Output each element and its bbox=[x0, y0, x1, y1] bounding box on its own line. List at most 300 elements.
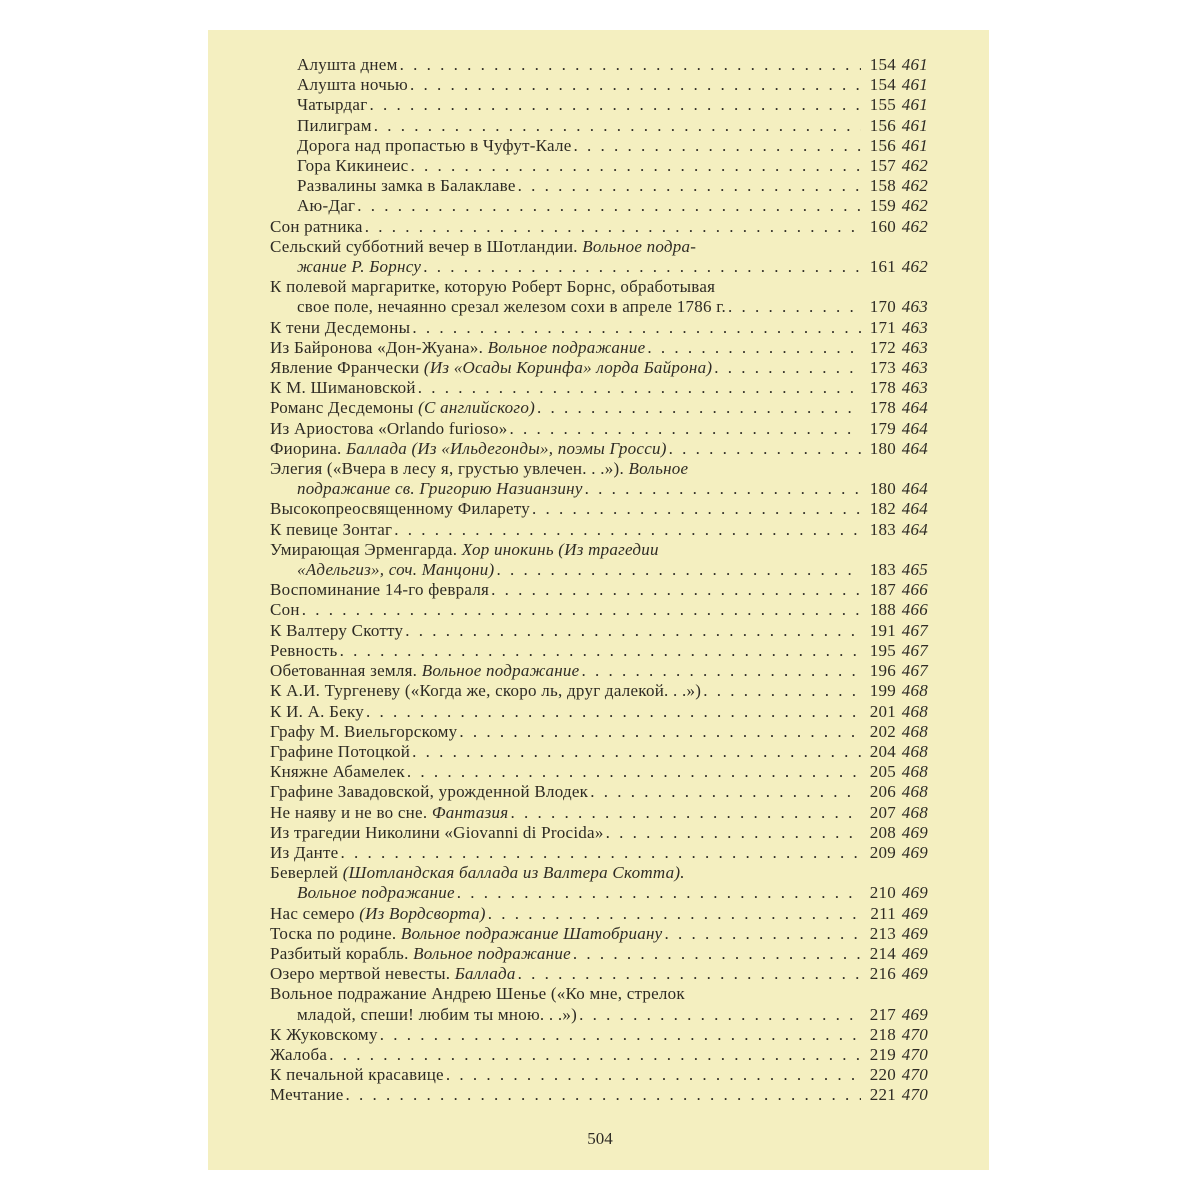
toc-entry-line bbox=[270, 702, 928, 722]
dot-leader bbox=[491, 580, 861, 600]
text-page-ref: 172 bbox=[869, 337, 896, 357]
toc-entry bbox=[270, 600, 928, 620]
page-refs bbox=[864, 742, 928, 762]
toc-entry-line bbox=[270, 358, 928, 378]
toc-entry-title: Озеро мертвой невесты. bbox=[270, 964, 455, 984]
dot-leader bbox=[573, 944, 861, 964]
toc-entry-line bbox=[270, 257, 928, 277]
dot-leader bbox=[400, 55, 861, 75]
toc-entry bbox=[270, 782, 928, 802]
notes-page-ref: 461 bbox=[901, 135, 928, 155]
dot-leader bbox=[365, 217, 861, 237]
page-refs bbox=[864, 196, 928, 216]
toc-entry-subtitle: подражание св. Григорию Назианзину bbox=[297, 479, 583, 499]
text-page-ref: 206 bbox=[869, 782, 896, 802]
toc-entry bbox=[270, 742, 928, 762]
dot-leader bbox=[532, 499, 861, 519]
toc-entry-title: Обетованная земля. bbox=[270, 661, 422, 681]
dot-leader bbox=[423, 257, 861, 277]
toc-entry-line bbox=[270, 297, 928, 317]
page-refs bbox=[864, 1045, 928, 1065]
toc-entry-subtitle: Вольное подра- bbox=[582, 236, 697, 256]
toc-entry-title: Фиорина. bbox=[270, 438, 347, 458]
text-page-ref: 208 bbox=[869, 822, 896, 842]
toc-entry bbox=[270, 803, 928, 823]
toc-entry-subtitle: жание Р. Борнсу bbox=[297, 257, 422, 277]
toc-entry-title: Дорога над пропастью в Чуфут-Кале bbox=[297, 135, 572, 155]
toc-entry bbox=[270, 318, 928, 338]
text-page-ref: 218 bbox=[869, 1024, 896, 1044]
toc-entry-line bbox=[270, 984, 928, 1004]
toc-entry-line bbox=[270, 1065, 928, 1085]
text-page-ref: 210 bbox=[869, 883, 896, 903]
toc-entry-line bbox=[270, 136, 928, 156]
toc-entry bbox=[270, 55, 928, 75]
toc-entry bbox=[270, 176, 928, 196]
page-refs bbox=[864, 1005, 928, 1025]
toc-entry bbox=[270, 338, 928, 358]
toc-entry-title: Мечтание bbox=[270, 1085, 344, 1105]
page-refs bbox=[864, 297, 928, 317]
toc-entry-title: К М. Шимановской bbox=[270, 378, 416, 398]
text-page-ref: 219 bbox=[869, 1044, 896, 1064]
page-refs bbox=[864, 338, 928, 358]
dot-leader bbox=[518, 964, 861, 984]
toc-entry bbox=[270, 540, 928, 580]
toc-entry-title: Алушта днем bbox=[297, 55, 398, 74]
text-page-ref: 171 bbox=[869, 317, 896, 337]
page-refs bbox=[864, 681, 928, 701]
dot-leader bbox=[405, 621, 861, 641]
text-page-ref: 195 bbox=[869, 640, 896, 660]
text-page-ref: 209 bbox=[869, 842, 896, 862]
dot-leader bbox=[457, 883, 861, 903]
page-refs bbox=[864, 964, 928, 984]
page-refs bbox=[864, 116, 928, 136]
dot-leader bbox=[703, 681, 861, 701]
text-page-ref: 156 bbox=[869, 115, 896, 135]
toc-entry-line bbox=[270, 75, 928, 95]
toc-entry-line bbox=[270, 237, 928, 257]
text-page-ref: 187 bbox=[869, 580, 896, 600]
notes-page-ref: 461 bbox=[901, 75, 928, 95]
dot-leader bbox=[728, 297, 861, 317]
toc-entry-line bbox=[270, 55, 928, 75]
toc-entry bbox=[270, 1085, 928, 1105]
toc-entry-line bbox=[270, 277, 928, 297]
page-refs bbox=[864, 136, 928, 156]
notes-page-ref: 464 bbox=[901, 519, 928, 539]
toc-entry-title: К И. А. Беку bbox=[270, 701, 364, 721]
dot-leader bbox=[664, 924, 861, 944]
toc-entry bbox=[270, 499, 928, 519]
toc-entry-line bbox=[270, 803, 928, 823]
toc-entry bbox=[270, 358, 928, 378]
toc-entry-title: Романс Десдемоны bbox=[270, 398, 419, 418]
toc-entry-title: Элегия («Вчера в лесу я, грустью увлечен. . .»). bbox=[270, 459, 629, 479]
toc-entry-title: К певице Зонтаг bbox=[270, 519, 393, 539]
dot-leader bbox=[446, 1065, 861, 1085]
page-refs bbox=[864, 217, 928, 237]
toc-entry-line bbox=[270, 782, 928, 802]
toc-entry-line bbox=[270, 661, 928, 681]
dot-leader bbox=[669, 439, 861, 459]
toc-entry-line bbox=[270, 722, 928, 742]
notes-page-ref: 461 bbox=[901, 95, 928, 115]
toc-entry-line bbox=[270, 1025, 928, 1045]
toc-entry bbox=[270, 398, 928, 418]
toc-entry-title: Графине Потоцкой bbox=[270, 741, 411, 761]
page-refs bbox=[864, 823, 928, 843]
toc-entry-subtitle: Вольное подражание Шатобриану bbox=[400, 923, 663, 943]
text-page-ref: 180 bbox=[869, 438, 896, 458]
toc-entry-line bbox=[270, 479, 928, 499]
dot-leader bbox=[518, 176, 861, 196]
toc-entry-title: Умирающая Эрменгарда. bbox=[270, 539, 462, 559]
dot-leader bbox=[418, 378, 861, 398]
page-refs bbox=[864, 944, 928, 964]
dot-leader bbox=[537, 398, 861, 418]
toc-entry-title: Нас семеро bbox=[270, 903, 360, 923]
page-refs bbox=[864, 883, 928, 903]
notes-page-ref: 469 bbox=[901, 842, 928, 862]
text-page-ref: 199 bbox=[869, 681, 896, 701]
dot-leader bbox=[302, 600, 861, 620]
toc-entry-line bbox=[270, 95, 928, 115]
dot-leader bbox=[581, 661, 861, 681]
toc-entry-title: К полевой маргаритке, которую Роберт Борнс, обработывая bbox=[270, 277, 716, 297]
dot-leader bbox=[510, 419, 861, 439]
dot-leader bbox=[329, 1045, 861, 1065]
notes-page-ref: 463 bbox=[901, 358, 928, 378]
toc-entry bbox=[270, 95, 928, 115]
text-page-ref: 179 bbox=[869, 418, 896, 438]
toc-entry-title: Не наяву и не во сне. bbox=[270, 802, 432, 822]
toc-entry-title: Явление Франчески bbox=[270, 358, 424, 378]
notes-page-ref: 469 bbox=[901, 822, 928, 842]
dot-leader bbox=[380, 1025, 861, 1045]
toc-entry-line bbox=[270, 116, 928, 136]
notes-page-ref: 461 bbox=[901, 115, 928, 135]
dot-leader bbox=[369, 95, 861, 115]
dot-leader bbox=[647, 338, 861, 358]
toc-entry-line bbox=[270, 904, 928, 924]
page-refs bbox=[864, 439, 928, 459]
toc-entry-title: Алушта ночью bbox=[297, 75, 408, 95]
toc-entry-title: К А.И. Тургеневу («Когда же, скоро ль, друг далекой. . .») bbox=[270, 681, 702, 701]
toc-entry bbox=[270, 924, 928, 944]
toc-entry-title: Беверлей bbox=[270, 863, 343, 883]
notes-page-ref: 468 bbox=[901, 741, 928, 761]
notes-page-ref: 462 bbox=[901, 196, 928, 216]
text-page-ref: 217 bbox=[869, 1004, 896, 1024]
toc-entry-line bbox=[270, 540, 928, 560]
page-refs bbox=[864, 520, 928, 540]
page-refs bbox=[864, 621, 928, 641]
toc-entry-line bbox=[270, 883, 928, 903]
toc-entry-title: Ревность bbox=[270, 640, 338, 660]
text-page-ref: 196 bbox=[869, 661, 896, 681]
dot-leader bbox=[459, 722, 861, 742]
text-page-ref: 214 bbox=[869, 943, 896, 963]
notes-page-ref: 467 bbox=[901, 640, 928, 660]
toc-entry-title: Воспоминание 14-го февраля bbox=[270, 580, 490, 600]
toc-entry-subtitle: (Из Вордсворта) bbox=[359, 903, 486, 923]
notes-page-ref: 463 bbox=[901, 337, 928, 357]
page-refs bbox=[864, 419, 928, 439]
toc-entry-line bbox=[270, 600, 928, 620]
page-refs bbox=[864, 722, 928, 742]
notes-page-ref: 463 bbox=[901, 317, 928, 337]
toc-entry-title: Высокопреосвященному Филарету bbox=[270, 499, 531, 519]
toc-entry bbox=[270, 1065, 928, 1085]
toc-entry bbox=[270, 762, 928, 782]
toc-entry-line bbox=[270, 520, 928, 540]
toc-entry-subtitle: (Из «Осады Коринфа» лорда Байрона) bbox=[423, 358, 713, 378]
toc-entry-title: младой, спеши! любим ты мною. . .») bbox=[297, 1004, 578, 1024]
notes-page-ref: 470 bbox=[901, 1085, 928, 1105]
dot-leader bbox=[412, 318, 861, 338]
text-page-ref: 211 bbox=[870, 903, 896, 923]
notes-page-ref: 469 bbox=[901, 1004, 928, 1024]
notes-page-ref: 464 bbox=[901, 479, 928, 499]
toc-entry-line bbox=[270, 439, 928, 459]
page-refs bbox=[864, 318, 928, 338]
notes-page-ref: 464 bbox=[901, 398, 928, 418]
text-page-ref: 154 bbox=[869, 55, 896, 74]
notes-page-ref: 470 bbox=[901, 1065, 928, 1085]
toc-entry bbox=[270, 843, 928, 863]
toc-entry bbox=[270, 156, 928, 176]
toc-entry bbox=[270, 681, 928, 701]
notes-page-ref: 469 bbox=[901, 923, 928, 943]
toc-entry bbox=[270, 75, 928, 95]
notes-page-ref: 463 bbox=[901, 297, 928, 317]
notes-page-ref: 468 bbox=[901, 721, 928, 741]
text-page-ref: 180 bbox=[869, 479, 896, 499]
toc-entry bbox=[270, 641, 928, 661]
toc-entry-title: К печальной красавице bbox=[270, 1065, 444, 1085]
dot-leader bbox=[496, 560, 861, 580]
toc-entry-subtitle: (Шотландская баллада из Валтера Скотта). bbox=[342, 863, 685, 883]
toc-entry-line bbox=[270, 580, 928, 600]
page-refs bbox=[864, 661, 928, 681]
toc-entry bbox=[270, 459, 928, 499]
toc-entry bbox=[270, 439, 928, 459]
text-page-ref: 159 bbox=[869, 196, 896, 216]
toc-entry-subtitle: Вольное подражание bbox=[413, 943, 571, 963]
toc-entry-line bbox=[270, 641, 928, 661]
toc-entry bbox=[270, 419, 928, 439]
toc-entry-title: Гора Кикинеис bbox=[297, 156, 409, 176]
text-page-ref: 170 bbox=[869, 297, 896, 317]
text-page-ref: 188 bbox=[869, 600, 896, 620]
toc-entry bbox=[270, 964, 928, 984]
notes-page-ref: 465 bbox=[901, 560, 928, 580]
text-page-ref: 202 bbox=[869, 721, 896, 741]
dot-leader bbox=[579, 1005, 861, 1025]
page-number: 504 bbox=[587, 1129, 613, 1148]
toc-entry bbox=[270, 277, 928, 317]
notes-page-ref: 462 bbox=[901, 156, 928, 176]
toc-entry bbox=[270, 136, 928, 156]
toc-entry-subtitle: Вольное подражание bbox=[421, 661, 580, 681]
page-refs bbox=[864, 560, 928, 580]
toc-entry bbox=[270, 1025, 928, 1045]
text-page-ref: 156 bbox=[869, 135, 896, 155]
toc-entry bbox=[270, 722, 928, 742]
text-page-ref: 191 bbox=[869, 620, 896, 640]
dot-leader bbox=[346, 1085, 862, 1105]
notes-page-ref: 469 bbox=[901, 903, 928, 923]
toc-entry-line bbox=[270, 338, 928, 358]
page-refs bbox=[864, 499, 928, 519]
toc-entry bbox=[270, 984, 928, 1024]
toc-entry-subtitle: Вольное подражание bbox=[297, 883, 455, 903]
toc-entry-title: Графу М. Виельгорскому bbox=[270, 721, 458, 741]
dot-leader bbox=[714, 358, 861, 378]
page-refs bbox=[864, 176, 928, 196]
notes-page-ref: 470 bbox=[901, 1044, 928, 1064]
toc-entry bbox=[270, 702, 928, 722]
text-page-ref: 207 bbox=[869, 802, 896, 822]
notes-page-ref: 466 bbox=[901, 600, 928, 620]
toc-entry-title: К Валтеру Скотту bbox=[270, 620, 404, 640]
table-of-contents bbox=[270, 55, 928, 1106]
toc-entry-title: Из Байронова «Дон-Жуана». bbox=[270, 337, 488, 357]
toc-entry-line bbox=[270, 196, 928, 216]
toc-entry-line bbox=[270, 863, 928, 883]
toc-entry bbox=[270, 116, 928, 136]
toc-entry-title: Княжне Абамелек bbox=[270, 762, 405, 782]
notes-page-ref: 468 bbox=[901, 782, 928, 802]
dot-leader bbox=[366, 702, 861, 722]
toc-entry-title: Жалоба bbox=[270, 1044, 328, 1064]
toc-entry bbox=[270, 944, 928, 964]
notes-page-ref: 467 bbox=[901, 620, 928, 640]
dot-leader bbox=[606, 823, 861, 843]
page-refs bbox=[864, 358, 928, 378]
notes-page-ref: 462 bbox=[901, 176, 928, 196]
text-page-ref: 201 bbox=[869, 701, 896, 721]
toc-entry-title: Чатырдаг bbox=[297, 95, 368, 115]
page-refs bbox=[864, 257, 928, 277]
page-refs bbox=[864, 75, 928, 95]
page-refs bbox=[864, 1085, 928, 1105]
notes-page-ref: 464 bbox=[901, 418, 928, 438]
page-refs bbox=[864, 782, 928, 802]
text-page-ref: 178 bbox=[869, 378, 896, 398]
toc-entry-title: свое поле, нечаянно срезал железом сохи в апреле 1786 г. bbox=[297, 297, 727, 317]
toc-entry bbox=[270, 217, 928, 237]
dot-leader bbox=[394, 520, 861, 540]
page-refs bbox=[864, 762, 928, 782]
toc-entry-line bbox=[270, 1045, 928, 1065]
toc-entry-title: Из Данте bbox=[270, 842, 339, 862]
dot-leader bbox=[488, 904, 861, 924]
dot-leader bbox=[574, 136, 862, 156]
dot-leader bbox=[340, 641, 861, 661]
page-refs bbox=[864, 924, 928, 944]
toc-entry bbox=[270, 580, 928, 600]
toc-entry-title: Аю-Даг bbox=[297, 196, 356, 216]
toc-entry-line bbox=[270, 1085, 928, 1105]
dot-leader bbox=[412, 742, 861, 762]
toc-entry-line bbox=[270, 419, 928, 439]
text-page-ref: 160 bbox=[869, 216, 896, 236]
text-page-ref: 182 bbox=[869, 499, 896, 519]
toc-entry-subtitle: (С английского) bbox=[418, 398, 535, 418]
dot-leader bbox=[410, 156, 861, 176]
notes-page-ref: 467 bbox=[901, 661, 928, 681]
toc-entry-title: Пилиграм bbox=[297, 115, 372, 135]
page-refs bbox=[864, 702, 928, 722]
text-page-ref: 154 bbox=[869, 75, 896, 95]
dot-leader bbox=[407, 762, 861, 782]
toc-entry bbox=[270, 237, 928, 277]
dot-leader bbox=[410, 75, 861, 95]
page-refs bbox=[864, 378, 928, 398]
toc-entry-line bbox=[270, 560, 928, 580]
notes-page-ref: 462 bbox=[901, 216, 928, 236]
text-page-ref: 204 bbox=[869, 741, 896, 761]
page-refs bbox=[864, 95, 928, 115]
toc-entry-title: К тени Десдемоны bbox=[270, 317, 411, 337]
dot-leader bbox=[585, 479, 861, 499]
notes-page-ref: 470 bbox=[901, 1024, 928, 1044]
toc-entry-line bbox=[270, 176, 928, 196]
text-page-ref: 183 bbox=[869, 560, 896, 580]
toc-entry-line bbox=[270, 318, 928, 338]
notes-page-ref: 462 bbox=[901, 257, 928, 277]
notes-page-ref: 468 bbox=[901, 701, 928, 721]
toc-entry-line bbox=[270, 217, 928, 237]
toc-entry-line bbox=[270, 1005, 928, 1025]
page-refs bbox=[864, 398, 928, 418]
notes-page-ref: 466 bbox=[901, 580, 928, 600]
toc-entry-line bbox=[270, 823, 928, 843]
dot-leader bbox=[357, 196, 861, 216]
text-page-ref: 158 bbox=[869, 176, 896, 196]
text-page-ref: 216 bbox=[869, 964, 896, 984]
toc-entry-title: Сон ратника bbox=[270, 216, 363, 236]
text-page-ref: 221 bbox=[869, 1085, 896, 1105]
toc-entry bbox=[270, 621, 928, 641]
toc-entry-line bbox=[270, 964, 928, 984]
toc-entry-subtitle: Хор инокинь (Из трагедии bbox=[461, 539, 659, 559]
toc-entry-line bbox=[270, 944, 928, 964]
toc-entry bbox=[270, 520, 928, 540]
notes-page-ref: 463 bbox=[901, 378, 928, 398]
text-page-ref: 220 bbox=[869, 1065, 896, 1085]
dot-leader bbox=[340, 843, 861, 863]
toc-entry-line bbox=[270, 459, 928, 479]
page-refs bbox=[864, 1025, 928, 1045]
toc-entry-line bbox=[270, 621, 928, 641]
page-refs bbox=[864, 1065, 928, 1085]
toc-entry-line bbox=[270, 378, 928, 398]
toc-entry-title: Из Ариостова «Orlando furioso» bbox=[270, 418, 508, 438]
toc-entry-title: Графине Завадовской, урожденной Влодек bbox=[270, 782, 589, 802]
toc-entry-subtitle: Вольное bbox=[628, 459, 689, 479]
toc-entry bbox=[270, 378, 928, 398]
page-refs bbox=[864, 156, 928, 176]
toc-entry-subtitle: «Адельгиз», соч. Манцони) bbox=[297, 560, 495, 580]
notes-page-ref: 469 bbox=[901, 883, 928, 903]
page-refs bbox=[864, 843, 928, 863]
text-page-ref: 213 bbox=[869, 923, 896, 943]
toc-entry-subtitle: Вольное подражание bbox=[487, 337, 646, 357]
